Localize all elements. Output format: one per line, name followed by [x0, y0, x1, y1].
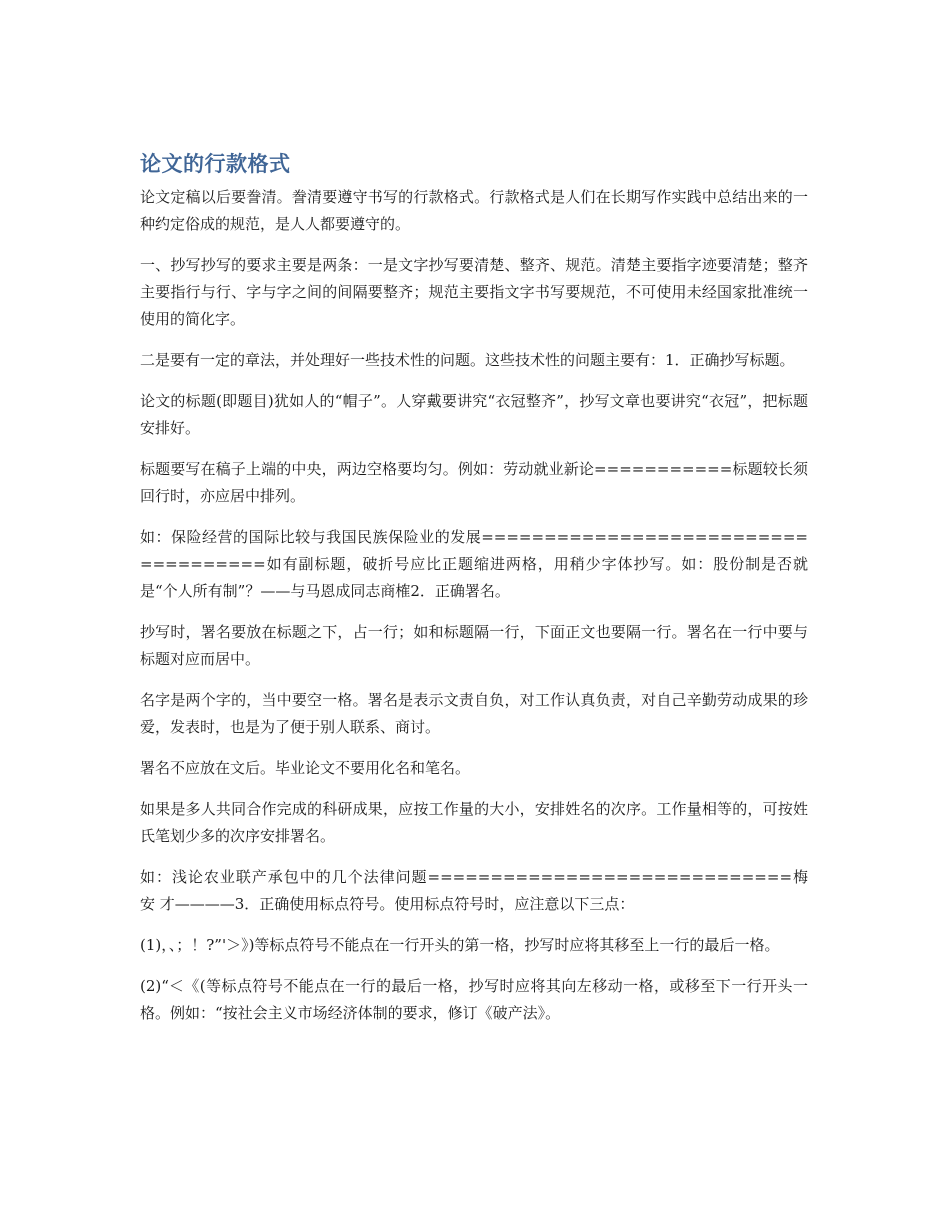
paragraph: 论文的标题(即题目)犹如人的“帽子”。人穿戴要讲究“衣冠整齐”，抄写文章也要讲究“衣冠”，把标题安排好。 [140, 392, 808, 437]
paragraph: 一、抄写抄写的要求主要是两条：一是文字抄写要清楚、整齐、规范。清楚主要指字迹要清楚；整齐主要指行与行、字与字之间的间隔要整齐；规范主要指文字书写要规范，不可使用未经国家批准统一使用的简化字。 [140, 256, 808, 328]
paragraph: 标题要写在稿子上端的中央，两边空格要均匀。例如：劳动就业新论===========标题较长须回行时，亦应居中排列。 [140, 460, 808, 505]
paragraph: 二是要有一定的章法，并处理好一些技术性的问题。这些技术性的问题主要有：1．正确抄写标题。 [140, 351, 795, 369]
document-page [140, 150, 808, 1041]
paragraph: 署名不应放在文后。毕业论文不要用化名和笔名。 [140, 759, 471, 777]
paragraph: 如果是多人共同合作完成的科研成果，应按工作量的大小，安排姓名的次序。工作量相等的，可按姓氏笔划少多的次序安排署名。 [140, 800, 808, 845]
paragraph: 如：保险经营的国际比较与我国民族保险业的发展====================================如有副标题，破折号应比正题缩进两格，用稍少字体抄写。如：股份制是否就是“个人所有制”？——与马恩成同志商榷2．正确署名。 [140, 528, 808, 600]
paragraph: (2)“＜《(等标点符号不能点在一行的最后一格，抄写时应将其向左移动一格，或移至下一行开头一格。例如：“按社会主义市场经济体制的要求，修订《破产法》。 [140, 977, 808, 1022]
document-title: 论文的行款格式 [140, 152, 291, 176]
paragraph: 抄写时，署名要放在标题之下，占一行；如和标题隔一行，下面正文也要隔一行。署名在一行中要与标题对应而居中。 [140, 623, 808, 668]
paragraph: 论文定稿以后要誊清。誊清要遵守书写的行款格式。行款格式是人们在长期写作实践中总结出来的一种约定俗成的规范，是人人都要遵守的。 [140, 188, 808, 233]
paragraph: (1)，、；！?”'＞》)等标点符号不能点在一行开头的第一格，抄写时应将其移至上一行的最后一格。 [140, 936, 780, 954]
paragraph: 名字是两个字的，当中要空一格。署名是表示文责自负，对工作认真负责，对自己辛勤劳动成果的珍爱，发表时，也是为了便于别人联系、商讨。 [140, 691, 808, 736]
paragraph: 如：浅论农业联产承包中的几个法律问题=============================梅 安 才————3．正确使用标点符号。使用标点符号时，应注意以下三点： [140, 868, 808, 913]
